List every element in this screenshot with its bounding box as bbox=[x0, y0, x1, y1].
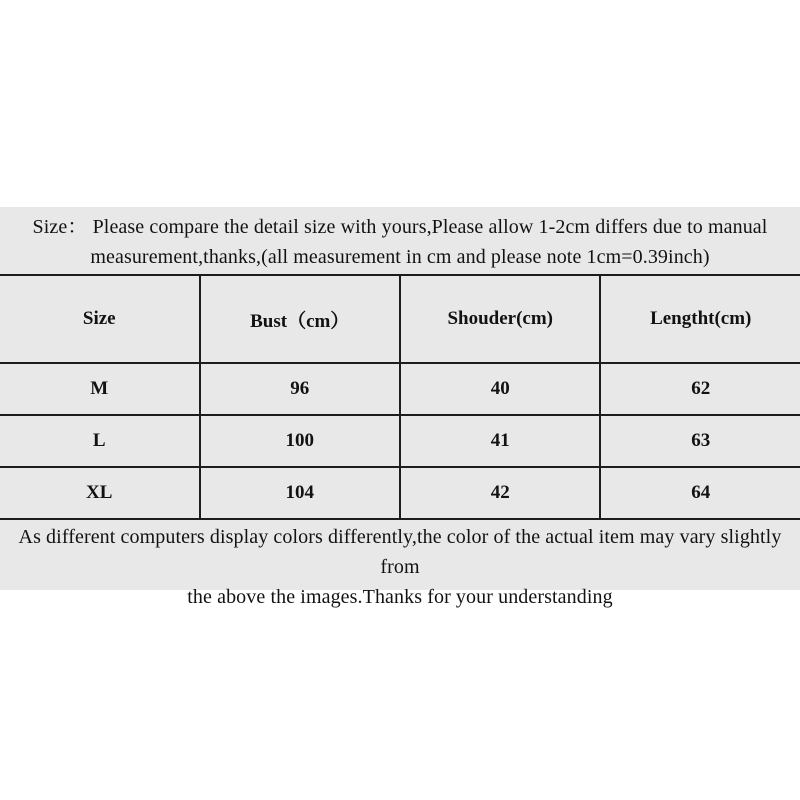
cell-length: 64 bbox=[691, 482, 711, 503]
col-header-bust: Bust（cm） bbox=[200, 275, 400, 363]
cell-size: M bbox=[0, 363, 200, 415]
cell-length: 62 bbox=[691, 378, 711, 399]
cell-shoulder: 40 bbox=[400, 363, 600, 415]
cell-size: L bbox=[0, 415, 200, 467]
size-chart-header-row bbox=[0, 275, 800, 363]
cell-shoulder: 42 bbox=[400, 467, 600, 519]
cell-length: 63 bbox=[691, 430, 711, 451]
color-disclaimer bbox=[0, 520, 800, 608]
size-chart-row-xl bbox=[0, 467, 800, 519]
color-disclaimer-line-1: As different computers display colors differently,the color of the actual item may vary slightly from bbox=[18, 526, 782, 578]
size-note bbox=[0, 207, 800, 274]
size-info-panel bbox=[0, 207, 800, 608]
cell-bust: 100 bbox=[200, 415, 400, 467]
size-note-line-1: Size： Please compare the detail size with yours,Please allow 1-2cm differs due to manual bbox=[32, 216, 768, 238]
cell-shoulder: 41 bbox=[400, 415, 600, 467]
cell-bust: 104 bbox=[200, 467, 400, 519]
col-header-size: Size bbox=[0, 275, 200, 363]
color-disclaimer-line-2: the above the images.Thanks for your understanding bbox=[187, 586, 613, 608]
size-chart-row-m bbox=[0, 363, 800, 415]
size-note-line-2: measurement,thanks,(all measurement in cm and please note 1cm=0.39inch) bbox=[90, 246, 710, 268]
cell-size: XL bbox=[0, 467, 200, 519]
size-chart-table bbox=[0, 274, 800, 520]
col-header-shoulder: Shouder(cm) bbox=[400, 275, 600, 363]
cell-bust: 96 bbox=[200, 363, 400, 415]
col-header-length: Lengtht(cm) bbox=[650, 308, 752, 329]
size-chart-row-l bbox=[0, 415, 800, 467]
